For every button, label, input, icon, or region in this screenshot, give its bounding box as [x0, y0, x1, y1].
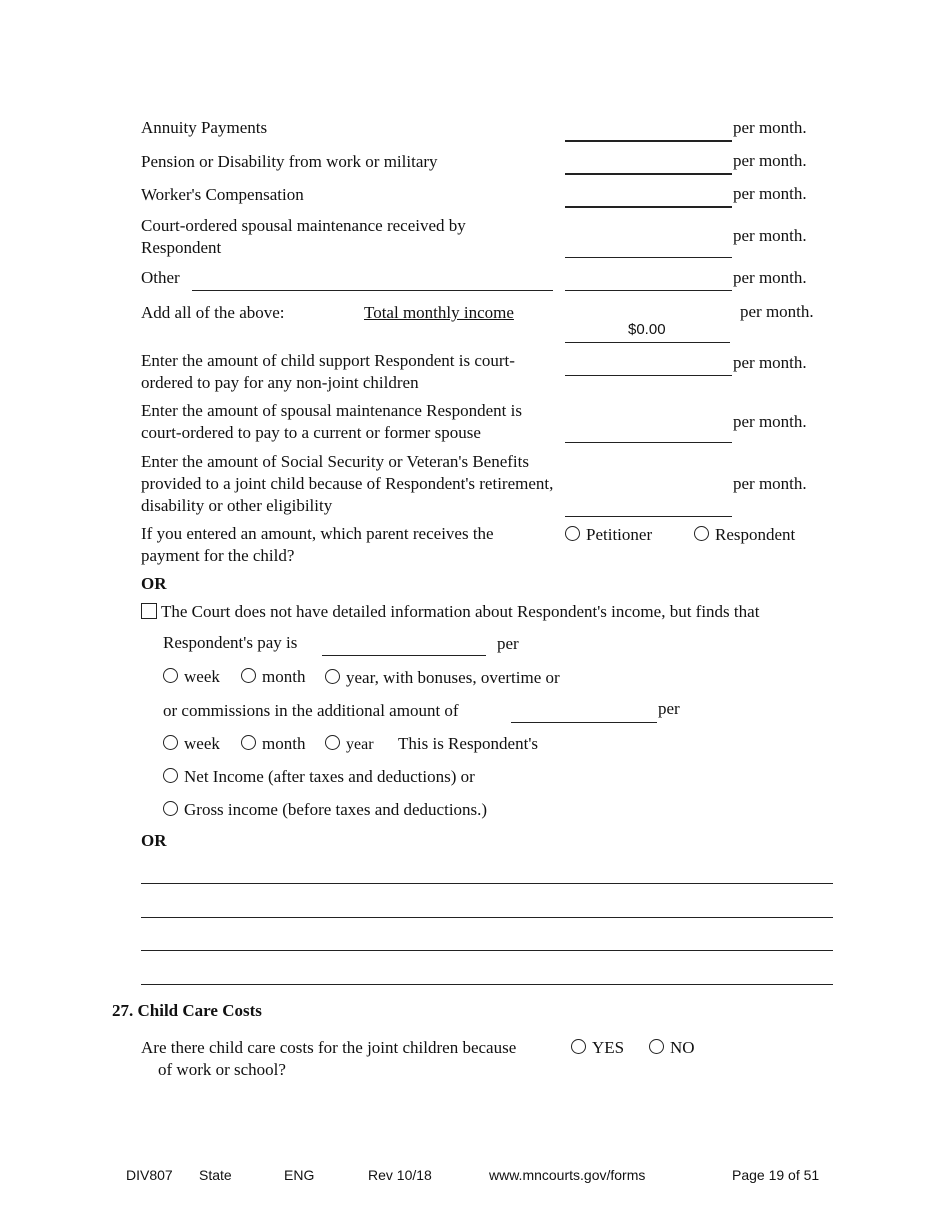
per-month-label: per month. [733, 118, 807, 137]
footer-revision: Rev 10/18 [368, 1167, 432, 1183]
radio-circle-icon [694, 526, 709, 541]
other-amount-input[interactable] [565, 290, 732, 291]
radio-circle-icon [241, 668, 256, 683]
workers-comp-label: Worker's Compensation [141, 185, 304, 204]
child-support-input[interactable] [565, 375, 732, 376]
yes-label: YES [592, 1038, 625, 1057]
per-month-label: per month. [733, 184, 807, 203]
spousal-received-input[interactable] [565, 257, 732, 258]
or-separator: OR [141, 831, 167, 850]
radio-circle-icon [163, 768, 178, 783]
per-month-label: per month. [733, 474, 807, 493]
year-label: year [346, 736, 374, 753]
footer-language: ENG [284, 1167, 315, 1183]
week-label: week [184, 734, 220, 753]
spousal-paid-input[interactable] [565, 442, 732, 443]
per-month-label: per month. [733, 353, 807, 372]
gross-income-radio[interactable] [163, 800, 487, 820]
per-month-label: per month. [733, 268, 807, 287]
radio-circle-icon [163, 668, 178, 683]
commissions-label: or commissions in the additional amount of [163, 701, 459, 720]
radio-circle-icon [163, 735, 178, 750]
footer-page-number: Page 19 of 51 [732, 1167, 820, 1183]
child-care-yes-radio[interactable] [571, 1038, 624, 1058]
per-month-label: per month. [733, 226, 807, 245]
workers-comp-input[interactable] [565, 206, 732, 208]
per-label: per [658, 699, 680, 718]
pay-month-radio[interactable] [241, 667, 305, 687]
which-parent-label: If you entered an amount, which parent receives the payment for the child? [141, 524, 494, 565]
checkbox-icon [141, 603, 157, 619]
net-income-radio[interactable] [163, 767, 475, 787]
commission-month-radio[interactable] [241, 734, 305, 754]
footer-state: State [199, 1167, 232, 1183]
child-care-question-line1: Are there child care costs for the joint children because [141, 1038, 517, 1057]
gross-income-label: Gross income (before taxes and deductions.) [184, 800, 488, 819]
radio-circle-icon [325, 669, 340, 684]
pay-amount-input[interactable] [322, 655, 486, 656]
pay-is-label: Respondent's pay is [163, 633, 298, 652]
radio-circle-icon [571, 1039, 586, 1054]
radio-circle-icon [163, 801, 178, 816]
pension-input[interactable] [565, 173, 732, 175]
spousal-received-label: Court-ordered spousal maintenance received by Respondent [141, 216, 466, 257]
year-bonus-label: year, with bonuses, overtime or [346, 668, 560, 687]
footer-form-id: DIV807 [126, 1167, 173, 1183]
radio-circle-icon [565, 526, 580, 541]
respondent-radio[interactable] [694, 525, 795, 545]
spousal-paid-label: Enter the amount of spousal maintenance Respondent is court-ordered to pay to a current or former spouse [141, 401, 522, 442]
this-is-label: This is Respondent's [398, 734, 539, 753]
radio-circle-icon [241, 735, 256, 750]
ss-benefits-input[interactable] [565, 516, 732, 517]
explanation-line-2[interactable] [141, 917, 833, 918]
petitioner-label: Petitioner [586, 525, 653, 544]
explanation-line-3[interactable] [141, 950, 833, 951]
per-month-label: per month. [733, 151, 807, 170]
commission-year-radio[interactable] [325, 735, 374, 754]
footer-url[interactable]: www.mncourts.gov/forms [489, 1167, 646, 1183]
section-27-title: 27. Child Care Costs [112, 1001, 262, 1020]
add-all-label: Add all of the above: [141, 303, 285, 322]
explanation-line-4[interactable] [141, 984, 833, 985]
petitioner-radio[interactable] [565, 525, 652, 545]
pay-week-radio[interactable] [163, 667, 220, 687]
no-label: NO [670, 1038, 695, 1057]
no-info-statement: The Court does not have detailed information about Respondent's income, but finds that [161, 602, 760, 621]
or-separator: OR [141, 574, 167, 593]
other-description-input[interactable] [192, 290, 553, 291]
child-care-question-line2: of work or school? [158, 1060, 286, 1079]
pension-label: Pension or Disability from work or military [141, 152, 438, 171]
month-label: month [262, 667, 306, 686]
radio-circle-icon [325, 735, 340, 750]
commission-week-radio[interactable] [163, 734, 220, 754]
respondent-label: Respondent [715, 525, 796, 544]
per-month-label: per month. [733, 412, 807, 431]
commissions-amount-input[interactable] [511, 722, 657, 723]
other-label: Other [141, 268, 180, 287]
ss-benefits-label: Enter the amount of Social Security or Veteran's Benefits provided to a joint child because of Respondent's retirement, disability or other eligibility [141, 452, 554, 515]
month-label: month [262, 734, 306, 753]
annuity-label: Annuity Payments [141, 118, 268, 137]
per-month-label: per month. [740, 302, 814, 321]
total-monthly-income-label: Total monthly income [364, 303, 514, 322]
child-care-no-radio[interactable] [649, 1038, 695, 1058]
child-support-label: Enter the amount of child support Respondent is court-ordered to pay for any non-joint children [141, 351, 515, 392]
explanation-line-1[interactable] [141, 883, 833, 884]
pay-year-radio[interactable] [325, 668, 560, 688]
week-label: week [184, 667, 220, 686]
total-monthly-income-field[interactable] [565, 342, 730, 343]
radio-circle-icon [649, 1039, 664, 1054]
total-monthly-income-value: $0.00 [628, 321, 666, 338]
annuity-input[interactable] [565, 140, 732, 142]
no-info-checkbox[interactable] [141, 602, 759, 622]
net-income-label: Net Income (after taxes and deductions) or [184, 767, 475, 786]
per-label: per [497, 634, 519, 653]
